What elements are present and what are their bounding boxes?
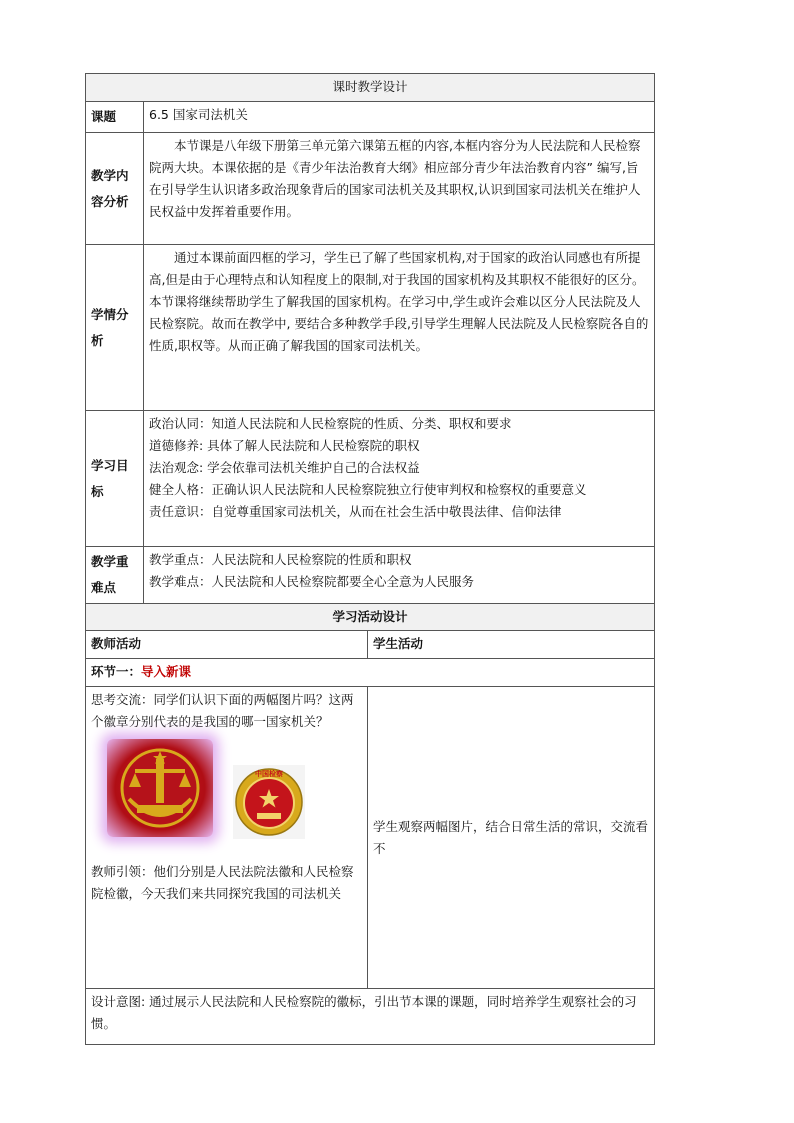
key-point-item: 教学重点：人民法院和人民检察院的性质和职权 <box>149 552 412 567</box>
lesson-plan-table <box>85 73 655 1045</box>
content-analysis-label: 教学内容分析 <box>86 133 144 245</box>
table-title: 课时教学设计 <box>86 74 655 102</box>
court-emblem-icon <box>107 739 213 837</box>
emblems-figure <box>91 739 362 857</box>
activity-design-title: 学习活动设计 <box>86 604 655 631</box>
key-points-label: 教学重难点 <box>86 547 144 604</box>
content-analysis-text: 本节课是八年级下册第三单元第六课第五框的内容,本框内容分为人民法院和人民检察院两大块。本课依据的是《青少年法治教育大纲》相应部分青少年法治教育内容” 编写,旨在引导学生认识诸多政治现象背后的国家司法机关及其职权,认识到国家司法机关在维护人民权益中发挥着重要作用。 <box>144 133 655 245</box>
section-one-row <box>86 659 655 687</box>
court-emblem-image <box>107 739 213 837</box>
objective-item: 政治认同：知道人民法院和人民检察院的性质、分类、职权和要求 <box>149 416 512 431</box>
student-analysis-label: 学情分析 <box>86 245 144 411</box>
objective-item: 健全人格：正确认识人民法院和人民检察院独立行使审判权和检察权的重要意义 <box>149 482 587 497</box>
teacher-activity-cell <box>86 687 368 989</box>
key-point-item: 教学难点：人民法院和人民检察院都要全心全意为人民服务 <box>149 574 475 589</box>
objective-item: 道德修养: 具体了解人民法院和人民检察院的职权 <box>149 438 420 453</box>
student-analysis-text: 通过本课前面四框的学习，学生已了解了些国家机构,对于国家的政治认同感也有所提高,但是由于心理特点和认知程度上的限制,对于我国的国家机构及其职权不能很好的区分。本节课将继续帮助学生了解我国的国家机构。在学习中,学生或许会难以区分人民法院及人民检察院。故而在教学中, 要结合多种教学手段,引导学生理解人民法院及人民检察院各自的性质,职权等。从而正确了解我国的国家司法机关。 <box>144 245 655 411</box>
student-activity-text: 学生观察两幅图片，结合日常生活的常识，交流看不 <box>373 818 649 856</box>
section-prefix: 环节一： <box>91 664 142 679</box>
topic-value: 6.5 国家司法机关 <box>144 102 655 133</box>
teacher-guide-text: 教师引领：他们分别是人民法院法徽和人民检察院检徽，今天我们来共同探究我国的司法机关 <box>91 864 354 901</box>
procuratorate-emblem-image <box>233 765 305 839</box>
procuratorate-emblem-lettering: 中国检察 <box>255 770 283 778</box>
design-intent-cell: 设计意图: 通过展示人民法院和人民检察院的徽标，引出节本课的课题，同时培养学生观察社会的习惯。 <box>86 989 655 1045</box>
objectives-list <box>144 411 655 547</box>
student-activity-cell <box>368 687 655 989</box>
key-points-list <box>144 547 655 604</box>
objective-item: 法治观念: 学会依靠司法机关维护自己的合法权益 <box>149 460 420 475</box>
section-name: 导入新课 <box>141 664 192 679</box>
objective-item: 责任意识：自觉尊重国家司法机关，从而在社会生活中敬畏法律、信仰法律 <box>149 504 562 519</box>
think-exchange-text: 思考交流：同学们认识下面的两幅图片吗？这两个徽章分别代表的是我国的哪一国家机关？ <box>91 692 354 729</box>
student-activity-header: 学生活动 <box>368 631 655 659</box>
teacher-activity-header: 教师活动 <box>86 631 368 659</box>
objectives-label: 学习目标 <box>86 411 144 547</box>
topic-label: 课题 <box>86 102 144 133</box>
